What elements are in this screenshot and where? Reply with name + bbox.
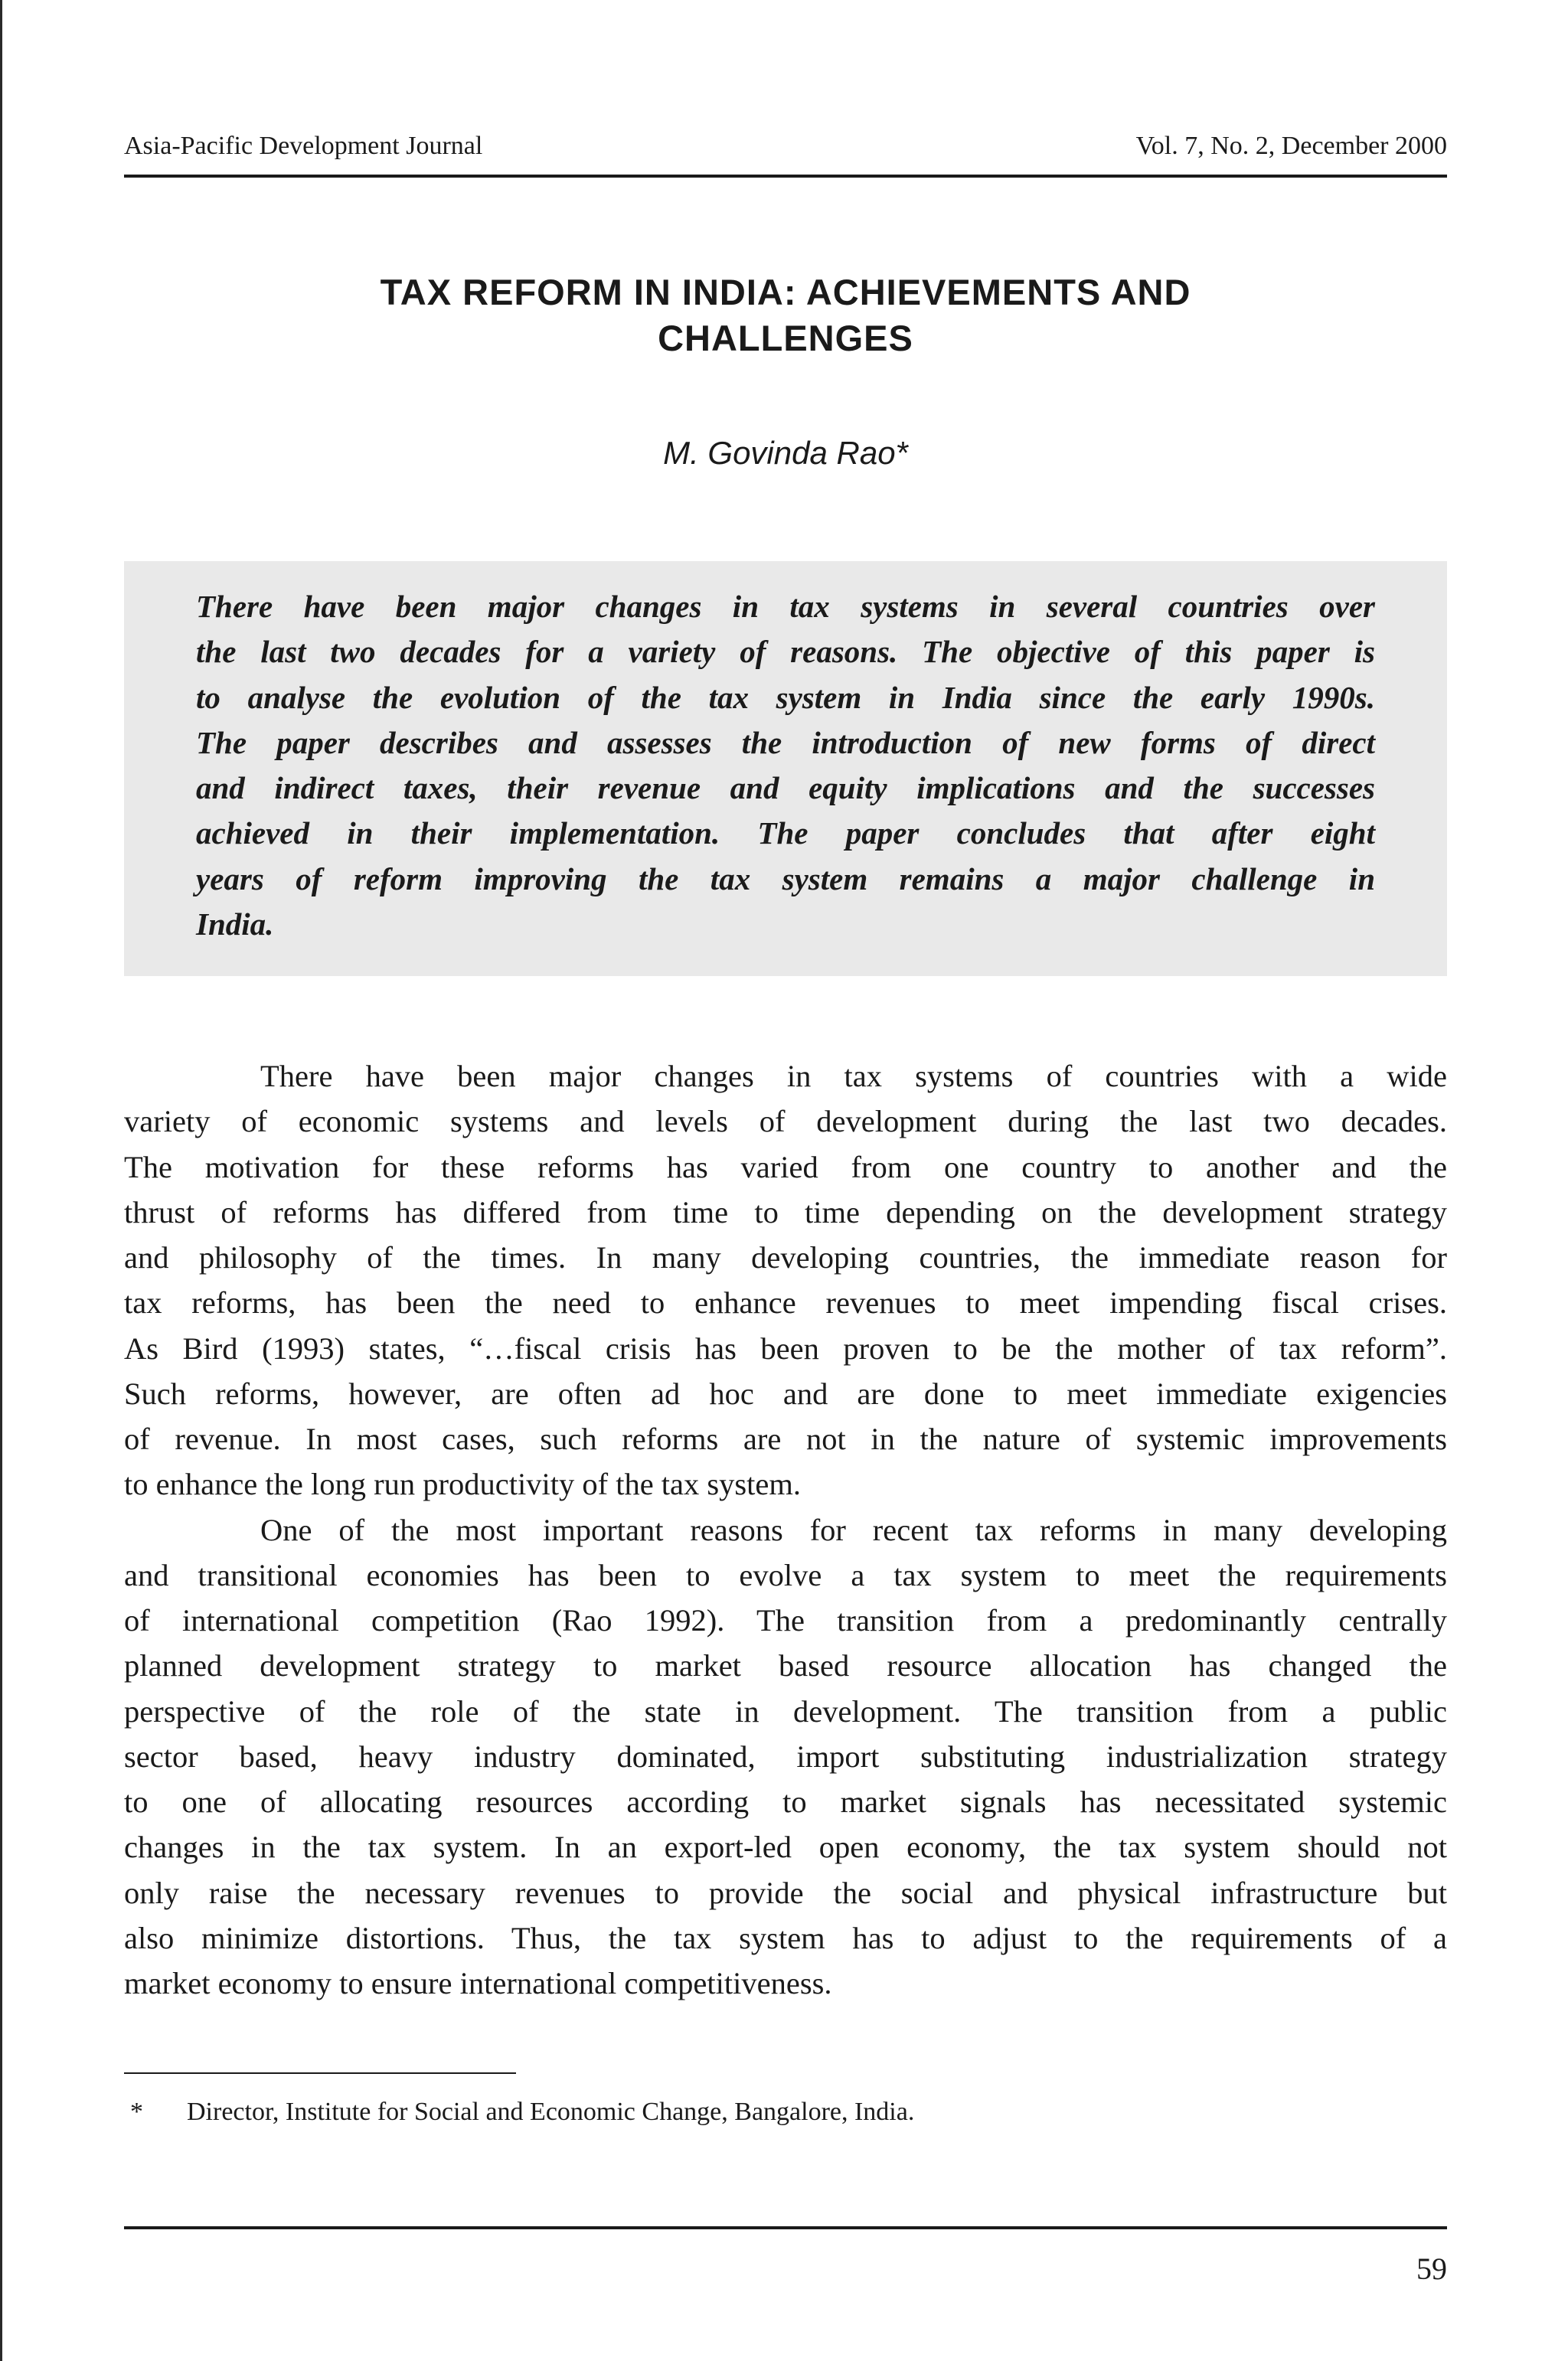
abstract-line: to analyse the evolution of the tax system in India since the early 1990s. <box>196 679 1375 715</box>
footer-rule <box>124 2226 1447 2229</box>
body-line: The motivation for these reforms has varied from one country to another and the <box>124 1149 1447 1184</box>
body-line: As Bird (1993) states, “…fiscal crisis has been proven to be the mother of tax reform”. <box>124 1331 1447 1366</box>
body-line: Such reforms, however, are often ad hoc and are done to meet immediate exigencies <box>124 1376 1447 1411</box>
title-line: TAX REFORM IN INDIA: ACHIEVEMENTS AND <box>380 272 1191 312</box>
body-line: to enhance the long run productivity of the tax system. <box>124 1467 802 1502</box>
abstract-line: years of reform improving the tax system remains a major challenge in <box>196 860 1375 896</box>
body-line: planned development strategy to market based resource allocation has changed the <box>124 1648 1447 1683</box>
abstract-text <box>196 584 1375 947</box>
body-line: changes in the tax system. In an export-led open economy, the tax system should not <box>124 1830 1447 1865</box>
body-line: only raise the necessary revenues to provide the social and physical infrastructure but <box>124 1875 1447 1910</box>
running-header <box>124 132 1447 161</box>
footnote <box>130 2098 1447 2127</box>
abstract-line: The paper describes and assesses the introduction of new forms of direct <box>196 724 1375 760</box>
footnote-rule <box>124 2072 516 2074</box>
author-name: M. Govinda Rao* <box>663 435 908 471</box>
body-line: also minimize distortions. Thus, the tax system has to adjust to the requirements of a <box>124 1920 1447 1955</box>
body-line: sector based, heavy industry dominated, import substituting industrialization strategy <box>124 1739 1447 1774</box>
abstract-line: and indirect taxes, their revenue and equity implications and the successes <box>196 770 1375 806</box>
body-line: variety of economic systems and levels of development during the last two decades. <box>124 1104 1447 1139</box>
body-line: of international competition (Rao 1992). The transition from a predominantly centrally <box>124 1603 1447 1638</box>
abstract-line: achieved in their implementation. The paper concludes that after eight <box>196 815 1375 851</box>
body-line: and philosophy of the times. In many developing countries, the immediate reason for <box>124 1240 1447 1275</box>
body-line: of revenue. In most cases, such reforms are not in the nature of systemic improvements <box>124 1422 1447 1456</box>
abstract-line: There have been major changes in tax systems in several countries over <box>196 589 1375 624</box>
footnote-text: Director, Institute for Social and Economic Change, Bangalore, India. <box>187 2098 915 2126</box>
body-text <box>124 1053 1447 2006</box>
issue-info: Vol. 7, No. 2, December 2000 <box>1135 132 1447 160</box>
paragraph-1 <box>124 1053 1447 1507</box>
body-line: to one of allocating resources according to market signals has necessitated systemic <box>124 1785 1447 1819</box>
body-line: tax reforms, has been the need to enhance revenues to meet impending fiscal crises. <box>124 1285 1447 1321</box>
header-rule <box>124 175 1447 178</box>
journal-name: Asia-Pacific Development Journal <box>124 132 483 160</box>
footnote-marker: * <box>130 2098 143 2126</box>
abstract-line: India. <box>196 906 274 942</box>
body-line: There have been major changes in tax systems of countries with a wide <box>260 1059 1447 1093</box>
body-line: One of the most important reasons for recent tax reforms in many developing <box>260 1512 1447 1547</box>
body-line: perspective of the role of the state in development. The transition from a public <box>124 1693 1447 1729</box>
page-left-edge-rule <box>0 0 2 2361</box>
body-line: thrust of reforms has differed from time to time depending on the development strategy <box>124 1194 1447 1229</box>
body-line: market economy to ensure international competitiveness. <box>124 1966 832 2000</box>
article-title <box>124 269 1447 361</box>
abstract-line: the last two decades for a variety of reasons. The objective of this paper is <box>196 634 1375 670</box>
page-number: 59 <box>1416 2252 1447 2286</box>
paragraph-2 <box>124 1507 1447 2007</box>
title-line: CHALLENGES <box>658 318 913 358</box>
body-line: and transitional economies has been to evolve a tax system to meet the requirements <box>124 1557 1447 1592</box>
